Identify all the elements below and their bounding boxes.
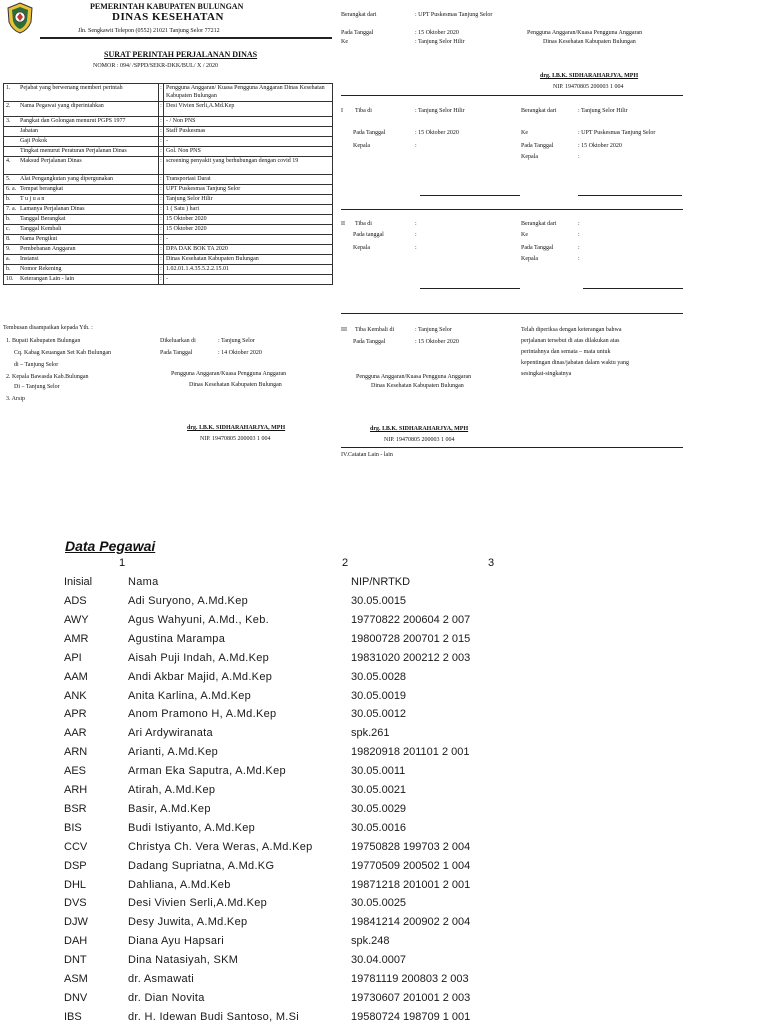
sppd-row-label: Tempat berangkat	[20, 186, 64, 192]
sppd-row-colon: :	[159, 235, 164, 245]
table-row	[0, 992, 768, 1011]
s3-pengguna: Pengguna Anggaran/Kuasa Pengguna Anggaran	[356, 374, 472, 380]
sppd-row-label: Pejabat yang berwenang memberi perintah	[20, 85, 123, 91]
table-row	[0, 595, 768, 614]
sppd-row-number: b.	[6, 216, 11, 222]
sppd-row-label-cell	[4, 195, 159, 205]
sppd-row-value: Transportasi Darat	[164, 175, 333, 185]
s2-ke-label: Ke	[521, 232, 528, 238]
sppd-row-colon: :	[159, 147, 164, 157]
s1-tanggal-value: : 15 Oktober 2020	[415, 130, 459, 136]
cell-inisial: AES	[64, 765, 87, 778]
table-row	[0, 1011, 768, 1030]
sppd-row-number: 8.	[6, 236, 11, 242]
cell-nip: 19770822 200604 2 007	[351, 613, 471, 626]
r1-berangkat-label: Berangkat dari	[341, 12, 377, 18]
data-pegawai-section	[0, 535, 768, 1024]
tanggal-value: : 14 Oktober 2020	[218, 350, 262, 356]
s1-tanggal2-label: Pada Tanggal	[521, 143, 554, 149]
table-row	[0, 765, 768, 784]
sppd-row-number: 6. a.	[6, 186, 17, 192]
cell-nip: 19800728 200701 2 015	[351, 632, 471, 645]
sppd-row-label: Gaji Pokok	[20, 138, 48, 144]
cell-nip: 30.05.0025	[351, 897, 407, 910]
r1-pengguna: Pengguna Anggaran/Kuasa Pengguna Anggaran	[527, 30, 643, 36]
s3-sign-name: drg. I.B.K. SIDHARAHARJYA, MPH	[370, 426, 469, 432]
cell-inisial: BIS	[64, 821, 82, 834]
sppd-row-label: Nama Pegawai yang diperintahkan	[20, 103, 104, 109]
sppd-row-colon: :	[159, 275, 164, 285]
cell-nama: Adi Suryono, A.Md.Kep	[128, 595, 249, 607]
doc-title: SURAT PERINTAH PERJALANAN DINAS	[104, 50, 258, 59]
cell-inisial: API	[64, 651, 82, 664]
table-row	[0, 879, 768, 898]
cell-inisial: APR	[64, 708, 87, 721]
cell-nip: 19750828 199703 2 004	[351, 840, 471, 853]
address: Jln. Sengkawit Telepon (0552) 21021 Tanjung Selor 77212	[78, 28, 220, 34]
sppd-row-label-cell	[4, 157, 159, 175]
s1-kepala2-value: :	[578, 154, 580, 160]
s3-tiba-label: Tiba Kembali di	[355, 327, 395, 333]
cell-nama: Budi Istiyanto, A.Md.Kep	[128, 821, 256, 834]
sppd-row-colon: :	[159, 157, 164, 175]
s3-dinas: Dinas Kesehatan Kabupaten Bulungan	[371, 383, 464, 389]
sppd-row-value: 15 Oktober 2020	[164, 215, 333, 225]
cell-nip: 30.05.0028	[351, 670, 407, 683]
cell-inisial: ADS	[64, 595, 87, 607]
table-row	[0, 614, 768, 633]
cell-nama: Diana Ayu Hapsari	[128, 935, 225, 948]
cell-inisial: CCV	[64, 840, 88, 853]
sppd-row-value: screening penyakit yang berhubungan dengan covid 19	[164, 157, 333, 175]
cell-inisial: AMR	[64, 632, 89, 645]
cell-nama: Agus Wahyuni, A.Md., Keb.	[128, 613, 269, 626]
tembusan-2: 2. Kepala Bawasda Kab.Bulungan	[6, 374, 89, 380]
sppd-row-label-cell	[4, 137, 159, 147]
cell-inisial: ASM	[64, 973, 88, 985]
doc-number: NOMOR : 094/ /SPPD/SEKR-DKK/BUL/ X / 2020	[93, 63, 219, 69]
sppd-row-number: a.	[6, 256, 11, 262]
cell-nama: Arman Eka Saputra, A.Md.Kep	[128, 765, 286, 778]
dinas-kesehatan: Dinas Kesehatan Kabupaten Bulungan	[189, 382, 282, 388]
sppd-row-label: Tanggal Kembali	[20, 226, 62, 232]
sppd-row-colon: :	[159, 117, 164, 127]
sppd-row-number: 5.	[6, 176, 11, 182]
sppd-row-label: Jabatan	[20, 128, 38, 134]
sppd-table	[3, 83, 333, 285]
cell-nip: spk.261	[351, 727, 390, 740]
s2-tanggal-colon: :	[415, 232, 417, 238]
cell-nip: 30.04.0007	[351, 954, 407, 967]
cell-nip: 30.05.0029	[351, 802, 407, 815]
table-row	[0, 954, 768, 973]
table-row	[0, 841, 768, 860]
sppd-row-label-cell	[4, 245, 159, 255]
sppd-row-label-cell	[4, 205, 159, 215]
r1-berangkat-value: : UPT Puskesmas Tanjung Selor	[415, 12, 493, 18]
cell-inisial: DAH	[64, 935, 88, 948]
s1-no: I	[341, 108, 343, 114]
table-row	[0, 784, 768, 803]
r1-ke-label: Ke	[341, 39, 348, 45]
cell-inisial: AAR	[64, 727, 87, 740]
cell-inisial: DNV	[64, 991, 88, 1004]
sppd-row-number: 9.	[6, 246, 11, 252]
sppd-row-number: b.	[6, 196, 11, 202]
sppd-row-value: Staff Puskesmas	[164, 127, 333, 137]
s2-ke-colon: :	[578, 232, 580, 238]
sppd-row	[4, 84, 333, 102]
cell-nama: Agustina Marampa	[128, 632, 226, 645]
s2-tanggal2-colon: :	[578, 245, 580, 251]
sppd-row-colon: :	[159, 225, 164, 235]
sppd-row-colon: :	[159, 195, 164, 205]
sppd-row-label-cell	[4, 185, 159, 195]
r1-sign-name: drg. I.B.K. SIDHARAHARJYA, MPH	[540, 73, 639, 79]
sppd-row-number: 7. a.	[6, 206, 17, 212]
table-row	[0, 822, 768, 841]
sppd-row-value: -	[164, 137, 333, 147]
cell-nip: 19730607 201001 2 003	[351, 991, 471, 1004]
sppd-row	[4, 245, 333, 255]
cell-nip: 30.05.0016	[351, 821, 407, 834]
sppd-row-label: T u j u a n	[20, 196, 45, 202]
s3-note-1: Telah diperiksa dengan keterangan bahwa	[521, 327, 622, 333]
sppd-row-number: 3.	[6, 118, 11, 124]
s1-tanggal-label: Pada Tanggal	[353, 130, 386, 136]
cell-nip: 19831020 200212 2 003	[351, 651, 471, 664]
table-row	[0, 652, 768, 671]
s1-berangkat-value: : Tanjung Selor Hilir	[578, 108, 628, 114]
cell-nama: Dina Natasiyah, SKM	[128, 954, 239, 967]
cell-inisial: AAM	[64, 670, 88, 683]
table-row	[0, 708, 768, 727]
dept-name: DINAS KESEHATAN	[112, 11, 224, 23]
tanggal-label: Pada Tanggal	[160, 350, 193, 356]
sppd-row-number: b.	[6, 266, 11, 272]
sppd-row	[4, 235, 333, 245]
cell-nama: Dahliana, A.Md.Keb	[128, 878, 231, 891]
sppd-row-value: Tanjung Selor Hilir	[164, 195, 333, 205]
s1-ke-value: : UPT Puskesmas Tanjung Selor	[578, 130, 656, 136]
sppd-row-label: Tanggal Berangkat	[20, 216, 66, 222]
cell-nip: 19820918 201101 2 001	[351, 746, 470, 759]
s1-kepala-value: :	[415, 143, 417, 149]
cell-nama: Anom Pramono H, A.Md.Kep	[128, 708, 277, 721]
header-nama: Nama	[128, 576, 159, 588]
sppd-row-value: 1.02.01.1.4.35.5.2.2.15.01	[164, 265, 333, 275]
sppd-row	[4, 102, 333, 117]
table-header-row	[0, 576, 768, 595]
s2-berangkat-label: Berangkat dari	[521, 221, 557, 227]
table-row	[0, 860, 768, 879]
sppd-row-number: 4.	[6, 158, 11, 164]
sppd-row-label: Nama Pengikut	[20, 236, 58, 242]
pengguna-anggaran: Pengguna Anggaran/Kuasa Pengguna Anggaran	[171, 371, 287, 377]
s2-tiba-label: Tiba di	[355, 221, 372, 227]
s2-no: II	[341, 221, 345, 227]
s2-kepala2-label: Kepala	[521, 256, 538, 262]
sppd-row-label: Tingkat menurut Peraturan Perjalanan Dinas	[20, 148, 127, 154]
sppd-row-colon: :	[159, 84, 164, 102]
s3-no: III	[341, 327, 347, 333]
header-nip: NIP/NRTKD	[351, 576, 411, 588]
s2-kepala-colon: :	[415, 245, 417, 251]
sppd-row	[4, 215, 333, 225]
sppd-row-colon: :	[159, 127, 164, 137]
sppd-row-value: 1 ( Satu ) hari	[164, 205, 333, 215]
s1-tiba-value: : Tanjung Selor Hilir	[415, 108, 465, 114]
sppd-row	[4, 225, 333, 235]
cell-nama: Desi Vivien Serli,A.Md.Kep	[128, 897, 268, 910]
cell-nip: 19781119 200803 2 003	[351, 973, 469, 985]
sppd-row-label: Instansi	[20, 256, 39, 262]
sppd-row	[4, 185, 333, 195]
dikeluarkan-value: : Tanjung Selor	[218, 338, 255, 344]
s3-tiba-value: : Tanjung Selor	[415, 327, 452, 333]
cell-nip: 30.05.0021	[351, 784, 407, 796]
tembusan-3: 3. Arsip	[6, 396, 26, 402]
r1-dinas: Dinas Kesehatan Kabupaten Bulungan	[543, 39, 636, 45]
header-inisial: Inisial	[64, 576, 93, 588]
cell-nama: Christya Ch. Vera Weras, A.Md.Kep	[128, 840, 313, 853]
sppd-row-label-cell	[4, 265, 159, 275]
cell-nama: Andi Akbar Majid, A.Md.Kep	[128, 670, 273, 683]
s2-tiba-colon: :	[415, 221, 417, 227]
sppd-row-value: Pengguna Anggaran/ Kuasa Pengguna Anggaran Dinas Kesehatan Kabupaten Bulungan	[164, 84, 333, 102]
table-row	[0, 935, 768, 954]
table-row	[0, 727, 768, 746]
s4-catatan: IV.Catatan Lain - lain	[341, 452, 393, 458]
cell-inisial: DJW	[64, 916, 88, 929]
tembusan-1: 1. Bupati Kabupaten Bulungan	[6, 338, 81, 344]
sppd-row-colon: :	[159, 255, 164, 265]
s3-sign-nip: NIP. 19470805 200003 1 004	[384, 437, 455, 443]
cell-nip: 30.05.0011	[351, 765, 406, 778]
cell-nama: Ari Ardywiranata	[128, 727, 213, 740]
s2-tanggal2-label: Pada Tanggal	[521, 245, 554, 251]
sppd-row-colon: :	[159, 205, 164, 215]
sppd-row-number: 10.	[6, 276, 14, 282]
cell-inisial: ANK	[64, 689, 87, 702]
sppd-row-label: Pangkat dan Golongan menurut PGPS 1977	[20, 118, 126, 124]
cell-nama: Atirah, A.Md.Kep	[128, 784, 216, 796]
regency-emblem-icon	[6, 2, 34, 34]
sppd-row-colon: :	[159, 175, 164, 185]
sppd-row	[4, 255, 333, 265]
s3-note-3: perintahnya dan semata – mata untuk	[521, 349, 611, 355]
s3-note-4: kepentingan dinas/jabatan dalam waktu yang	[521, 360, 629, 366]
sppd-row-value: Dinas Kesehatan Kabupaten Bulungan	[164, 255, 333, 265]
cell-inisial: DSP	[64, 859, 87, 872]
cell-nip: 19580724 198709 1 001	[351, 1010, 471, 1023]
cell-nama: Arianti, A.Md.Kep	[128, 746, 219, 759]
column-number-1: 1	[119, 557, 126, 569]
sppd-row-label: Lamanya Perjalanan Dinas	[20, 206, 85, 212]
table-row	[0, 897, 768, 916]
sppd-row-number: 2.	[6, 103, 11, 109]
cell-nama: Dadang Supriatna, A.Md.KG	[128, 859, 275, 872]
cell-nama: dr. Dian Novita	[128, 991, 205, 1004]
r1-sign-nip: NIP. 19470805 200003 1 004	[553, 84, 624, 90]
table-row	[0, 803, 768, 822]
table-row	[0, 916, 768, 935]
cell-nama: Aisah Puji Indah, A.Md.Kep	[128, 651, 270, 664]
dikeluarkan-label: Dikeluarkan di	[160, 338, 196, 344]
sppd-row-label-cell	[4, 275, 159, 285]
sppd-row-label-cell	[4, 175, 159, 185]
s1-berangkat-label: Berangkat dari	[521, 108, 557, 114]
cell-nip: 30.05.0019	[351, 689, 407, 702]
sppd-row-value: 15 Oktober 2020	[164, 225, 333, 235]
sppd-row-label-cell	[4, 255, 159, 265]
r1-tanggal-value: : 15 Oktober 2020	[415, 30, 459, 36]
s2-berangkat-colon: :	[578, 221, 580, 227]
cell-nama: dr. Asmawati	[128, 973, 194, 985]
tembusan-2b: Di – Tanjung Selor	[14, 384, 60, 390]
cell-inisial: DNT	[64, 954, 87, 967]
sppd-row	[4, 127, 333, 137]
s1-kepala-label: Kepala	[353, 143, 370, 149]
sppd-row	[4, 157, 333, 175]
sppd-row-value: - / Non PNS	[164, 117, 333, 127]
cell-inisial: AWY	[64, 613, 89, 626]
sppd-row	[4, 137, 333, 147]
signatory-name: drg. I.B.K. SIDHARAHARJYA, MPH	[187, 425, 286, 431]
table-row	[0, 671, 768, 690]
cell-inisial: DVS	[64, 897, 87, 910]
cell-nip: 19871218 201001 2 001	[351, 878, 471, 891]
sppd-row-number: 1.	[6, 85, 11, 91]
sppd-row-label-cell	[4, 117, 159, 127]
sppd-row-colon: :	[159, 102, 164, 117]
sppd-row-label-cell	[4, 147, 159, 157]
s3-note-5: sesingkat-singkatnya	[521, 371, 572, 377]
sppd-row-value: -	[164, 275, 333, 285]
s1-tanggal2-value: : 15 Oktober 2020	[578, 143, 622, 149]
cell-nama: dr. H. Idewan Budi Santoso, M.Si	[128, 1010, 300, 1023]
sppd-row-colon: :	[159, 265, 164, 275]
sppd-row	[4, 195, 333, 205]
sppd-row-label-cell	[4, 84, 159, 102]
cell-inisial: IBS	[64, 1010, 82, 1023]
s3-tanggal-value: : 15 Oktober 2020	[415, 339, 459, 345]
sppd-row-colon: :	[159, 137, 164, 147]
r1-ke-value: : Tanjung Selor Hilir	[415, 39, 465, 45]
s1-tiba-label: Tiba di	[355, 108, 372, 114]
sppd-row-label: Nomor Rekening	[20, 266, 62, 272]
sppd-row-label-cell	[4, 235, 159, 245]
sppd-row	[4, 175, 333, 185]
sppd-row-label: Keterangan Lain - lain	[20, 276, 75, 282]
cell-inisial: ARN	[64, 746, 88, 759]
s3-note-2: perjalanan tersebut di atas dilakukan atas	[521, 338, 620, 344]
table-row	[0, 746, 768, 765]
cell-nip: 19770509 200502 1 004	[351, 859, 471, 872]
tembusan-label: Tembusan disampaikan kepada Yth. :	[3, 325, 93, 331]
sppd-row-value: DPA DAK BOK TA 2020	[164, 245, 333, 255]
sppd-row-colon: :	[159, 245, 164, 255]
gov-name: PEMERINTAH KABUPATEN BULUNGAN	[90, 2, 244, 11]
sppd-row	[4, 147, 333, 157]
sppd-row-value: Gol. Non PNS	[164, 147, 333, 157]
sppd-row-value: -	[164, 235, 333, 245]
cell-nip: 30.05.0015	[351, 595, 407, 607]
sppd-row-colon: :	[159, 215, 164, 225]
cell-inisial: ARH	[64, 784, 88, 796]
cell-nama: Anita Karlina, A.Md.Kep	[128, 689, 252, 702]
s2-tanggal-label: Pada tanggal	[353, 232, 384, 238]
s1-kepala2-label: Kepala	[521, 154, 538, 160]
s3-tanggal-label: Pada Tanggal	[353, 339, 386, 345]
tembusan-1c: di – Tanjung Selor	[14, 362, 59, 368]
cell-nip: 30.05.0012	[351, 708, 407, 721]
table-row	[0, 633, 768, 652]
sppd-row-label: Alat Pengangkutan yang dipergunakan	[20, 176, 114, 182]
cell-inisial: DHL	[64, 878, 87, 891]
sppd-row-colon: :	[159, 185, 164, 195]
cell-nama: Desy Juwita, A.Md.Kep	[128, 916, 248, 929]
table-row	[0, 973, 768, 992]
sppd-row-label-cell	[4, 127, 159, 137]
sppd-row-label: Pembebanan Anggaran	[20, 246, 76, 252]
s1-ke-label: Ke	[521, 130, 528, 136]
s2-kepala-label: Kepala	[353, 245, 370, 251]
sppd-row	[4, 117, 333, 127]
sppd-row-value: Desi Vivien Serli,A.Md.Kep	[164, 102, 333, 117]
signatory-nip: NIP. 19470805 200003 1 004	[200, 436, 271, 442]
sppd-row-number: c.	[6, 226, 11, 232]
sppd-row	[4, 275, 333, 285]
sppd-row-label-cell	[4, 225, 159, 235]
sppd-row-value: UPT Puskesmas Tanjung Selor	[164, 185, 333, 195]
sppd-row	[4, 265, 333, 275]
cell-inisial: BSR	[64, 802, 87, 815]
cell-nip: 19841214 200902 2 004	[351, 916, 471, 929]
sppd-row	[4, 205, 333, 215]
sppd-row-label: Maksud Perjalanan Dinas	[20, 158, 82, 164]
sppd-row-label-cell	[4, 215, 159, 225]
column-number-3: 3	[488, 557, 495, 569]
cell-nip: spk.248	[351, 935, 390, 948]
sppd-row-label-cell	[4, 102, 159, 117]
data-pegawai-title: Data Pegawai	[65, 538, 156, 554]
table-row	[0, 690, 768, 709]
cell-nama: Basir, A.Md.Kep	[128, 802, 211, 815]
s2-kepala2-colon: :	[578, 256, 580, 262]
tembusan-1b: Cq. Kabag Keuangan Set Kab Bulungan	[14, 350, 111, 356]
column-number-2: 2	[342, 557, 349, 569]
r1-tanggal-label: Pada Tanggal	[341, 30, 374, 36]
